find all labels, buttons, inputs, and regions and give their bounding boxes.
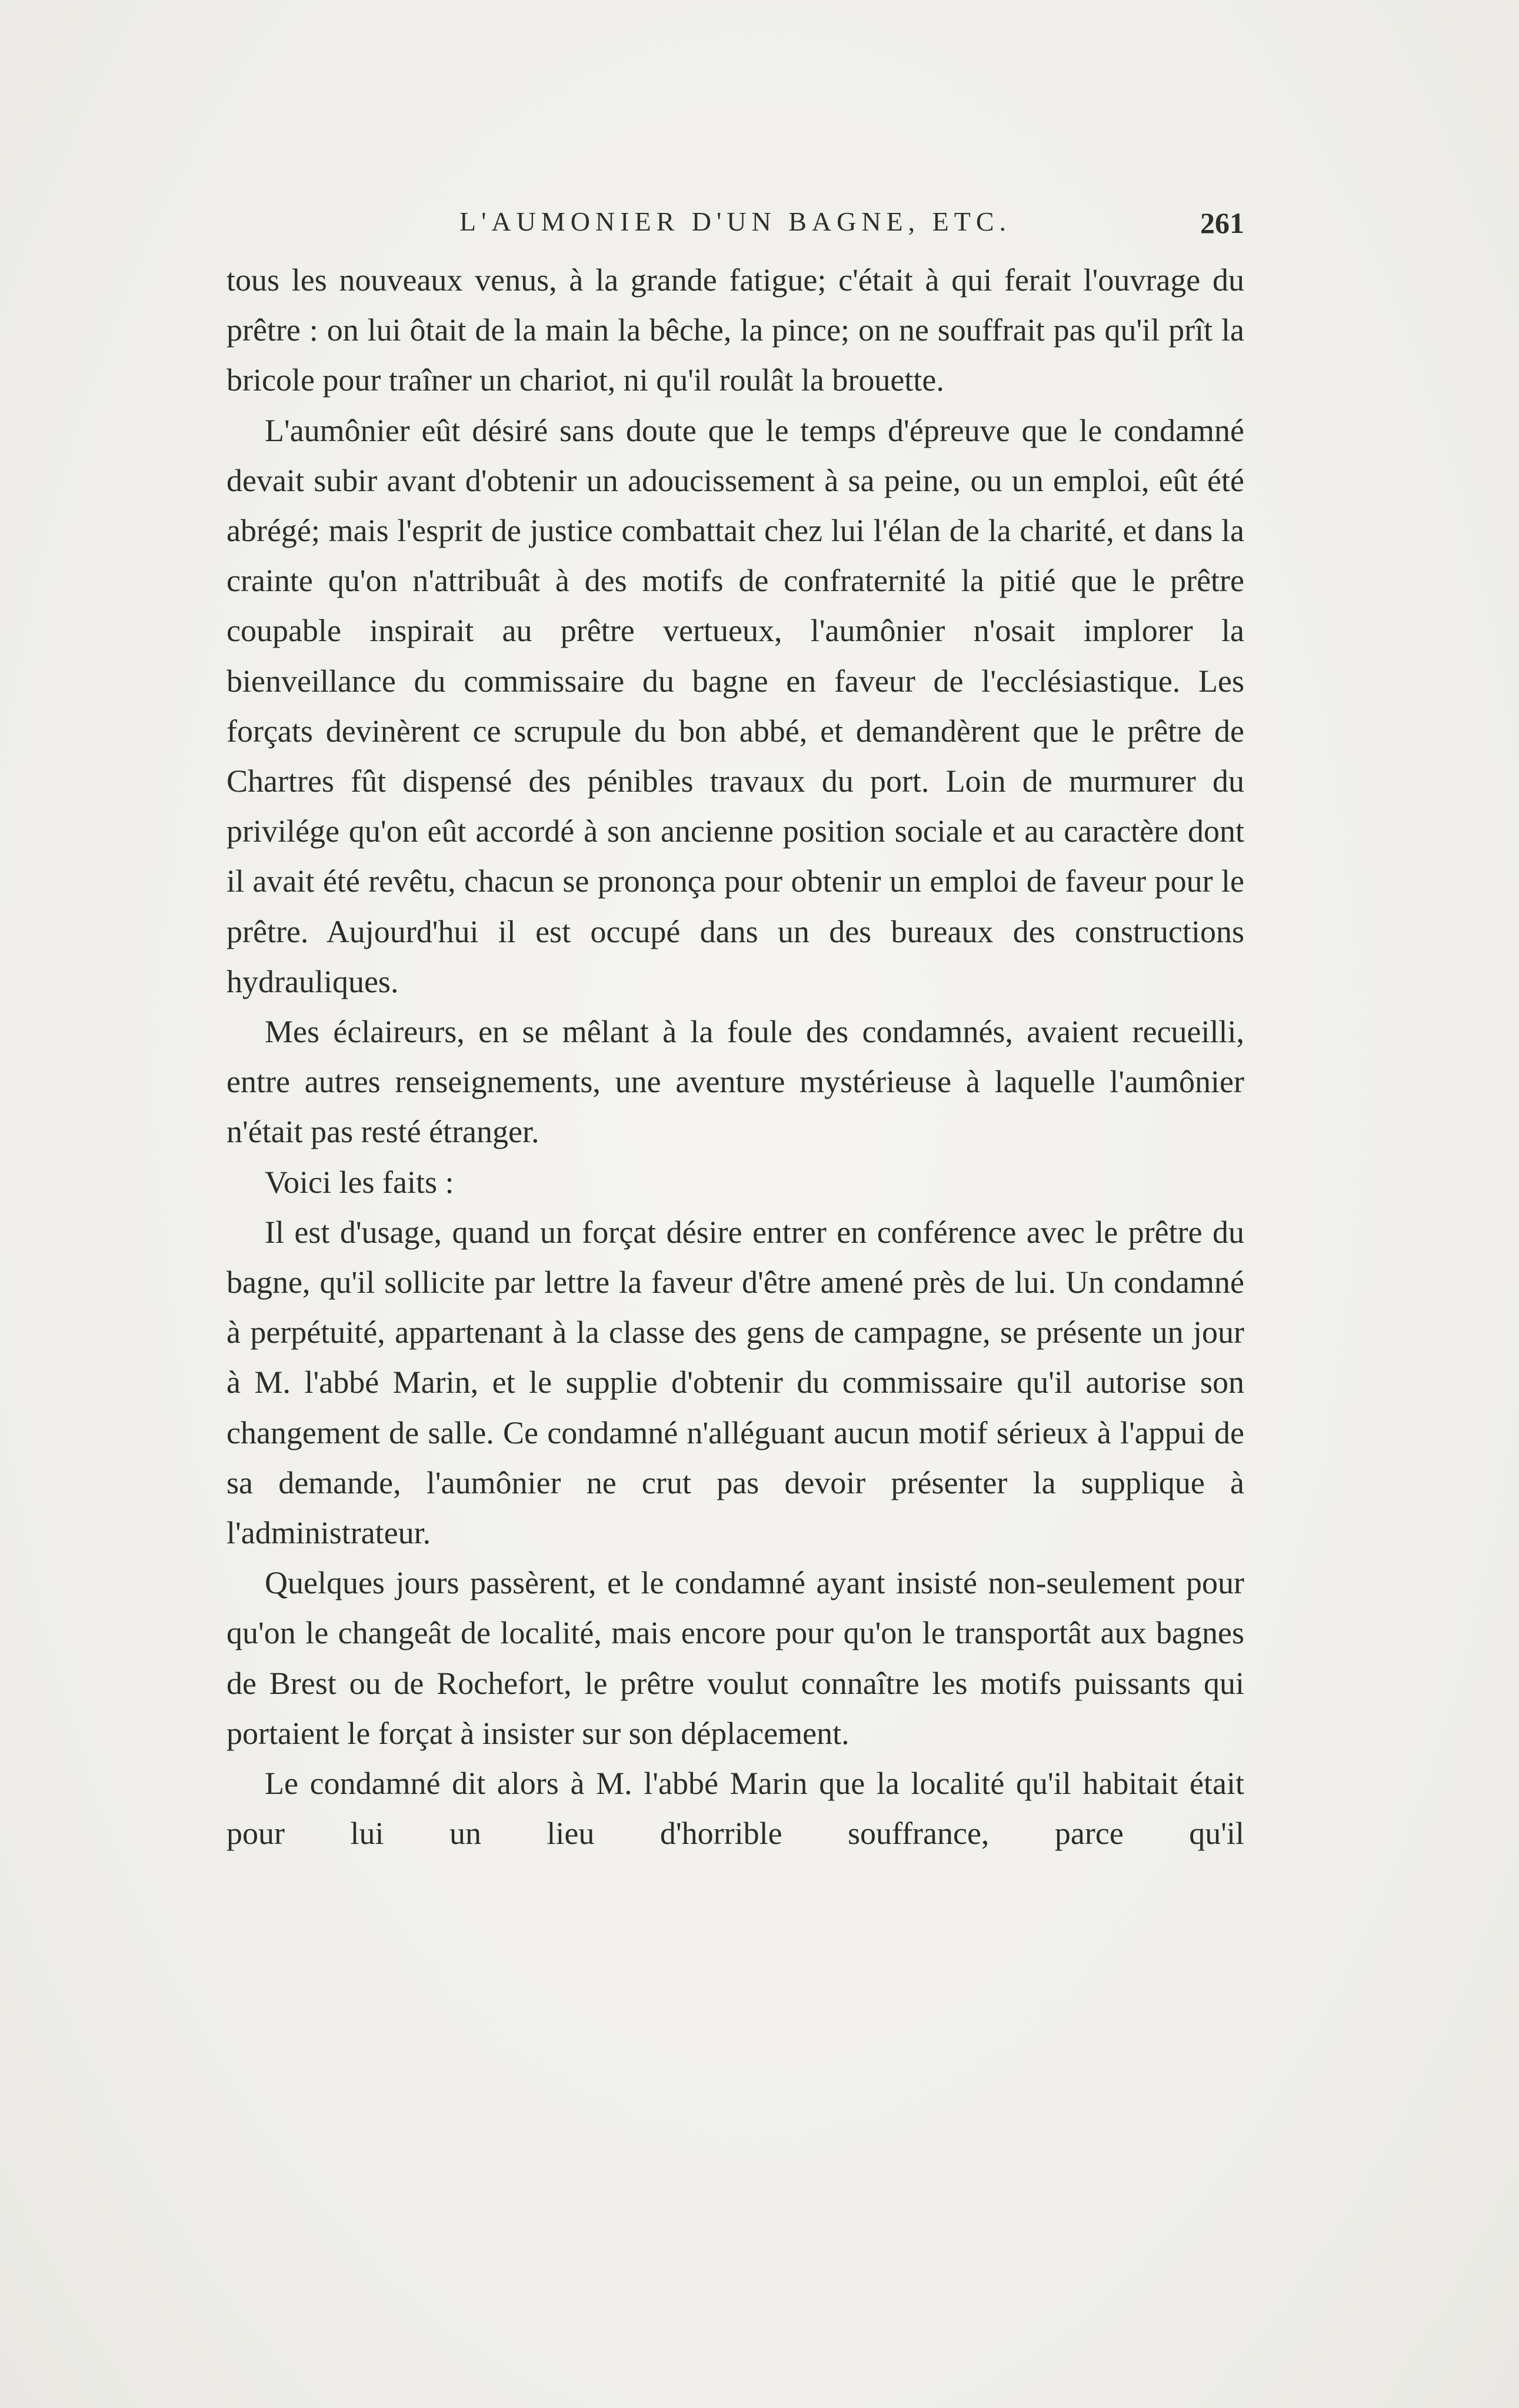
paragraph: tous les nouveaux venus, à la grande fatigue; c'était à qui ferait l'ouvrage du prêtre : on lui ôtait de la main la bêche, la pince; on ne souffrait pas qu'il prît la bricole pour traîner un chariot, ni qu'il roulât la brouette. <box>226 262 1244 398</box>
running-title: L'AUMONIER D'UN BAGNE, ETC. <box>459 206 1012 236</box>
paragraph: Quelques jours passèrent, et le condamné ayant insisté non-seulement pour qu'on le changeât de localité, mais encore pour qu'on le transportât aux bagnes de Brest ou de Rochefort, le prêtre voulut connaître les motifs puissants qui portaient le forçat à insister sur son déplacement. <box>226 1565 1244 1751</box>
paragraph: Le condamné dit alors à M. l'abbé Marin que la localité qu'il habitait était pour lui un lieu d'horrible souffrance, parce qu'il <box>226 1766 1244 1852</box>
body-text <box>226 255 1244 1859</box>
paragraph: L'aumônier eût désiré sans doute que le temps d'épreuve que le condamné devait subir avant d'obtenir un adoucissement à sa peine, ou un emploi, eût été abrégé; mais l'esprit de justice combattait chez lui l'élan de la charité, et dans la crainte qu'on n'attribuât à des motifs de confraternité la pitié que le prêtre coupable inspirait au prêtre vertueux, l'aumônier n'osait implorer la bienveillance du commissaire du bagne en faveur de l'ecclésiastique. Les forçats devinèrent ce scrupule du bon abbé, et demandèrent que le prêtre de Chartres fût dispensé des pénibles travaux du port. Loin de murmurer du privilége qu'on eût accordé à son ancienne position sociale et au caractère dont il avait été revêtu, chacun se prononça pour obtenir un emploi de faveur pour le prêtre. Aujourd'hui il est occupé dans un des bureaux des constructions hydrauliques. <box>226 412 1244 999</box>
paragraph: Mes éclaireurs, en se mêlant à la foule des condamnés, avaient recueilli, entre autres renseignements, une aventure mystérieuse à laquelle l'aumônier n'était pas resté étranger. <box>226 1014 1244 1150</box>
page-header <box>226 206 1244 247</box>
paragraph: Voici les faits : <box>265 1164 454 1200</box>
page-number: 261 <box>1200 206 1244 239</box>
paragraph: Il est d'usage, quand un forçat désire entrer en conférence avec le prêtre du bagne, qu'il sollicite par lettre la faveur d'être amené près de lui. Un condamné à perpétuité, appartenant à la classe des gens de campagne, se présente un jour à M. l'abbé Marin, et le supplie d'obtenir du commissaire qu'il autorise son changement de salle. Ce condamné n'alléguant aucun motif sérieux à l'appui de sa demande, l'aumônier ne crut pas devoir présenter la supplique à l'administrateur. <box>226 1214 1244 1551</box>
